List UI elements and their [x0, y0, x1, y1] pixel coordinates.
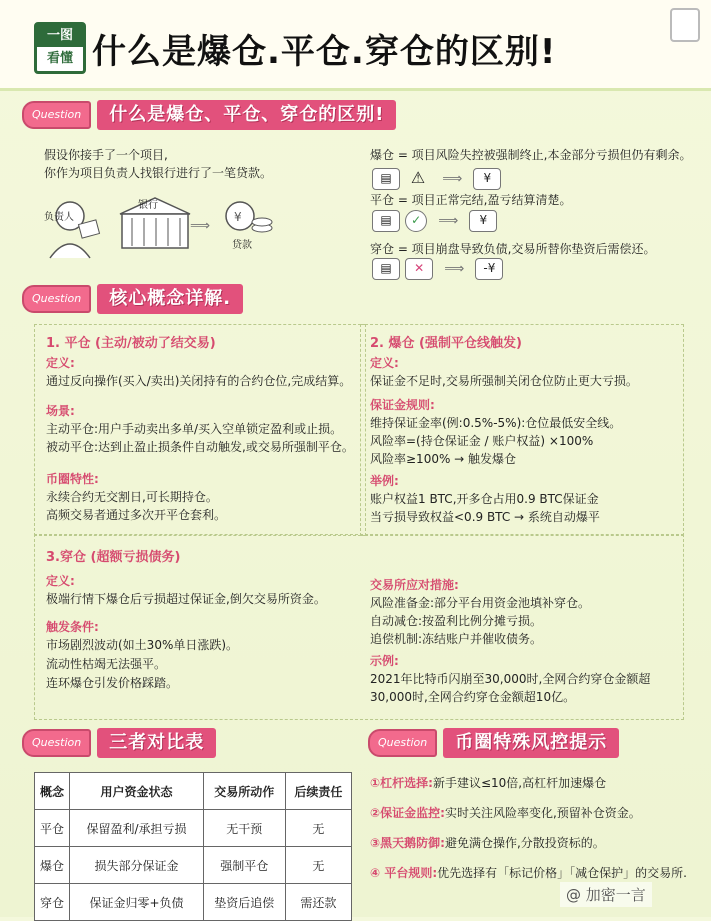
box1-def-label: 定义: — [46, 356, 75, 370]
section-title: 币圈特殊风控提示 — [443, 728, 619, 758]
table-cell: 需还款 — [285, 884, 351, 921]
table-cell: 强制平仓 — [203, 847, 285, 884]
tip-text: 避免满仓操作,分散投资标的。 — [444, 836, 605, 850]
section-title: 核心概念详解. — [97, 284, 243, 314]
baocang-flow — [372, 168, 501, 190]
box3-title: 3.穿仓 (超额亏损债务) — [46, 550, 181, 565]
table-header-row — [35, 773, 352, 810]
money-bag-icon: -¥ — [475, 258, 503, 280]
loan-illustration — [40, 192, 280, 262]
tip-text: 新手建议≤10倍,高杠杆加速爆仓 — [432, 776, 607, 790]
box3-response-1: 风险准备金:部分平台用资金池填补穿仓。 — [370, 596, 591, 610]
warning-icon: ⚠ — [410, 168, 426, 187]
bank-label: 银行 — [138, 200, 158, 211]
box1-scene-2: 被动平仓:达到止盈止损条件自动触发,或交易所强制平仓。 — [46, 440, 354, 454]
box1-feature-2: 高频交易者通过多次开平仓套利。 — [46, 508, 227, 522]
box3-response-3: 追偿机制:冻结账户并催收债务。 — [370, 632, 543, 646]
box1-title: 1. 平仓 (主动/被动了结交易) — [46, 336, 216, 351]
badge-bottom: 看懂 — [46, 51, 73, 66]
box3-case-2: 30,000时,全网合约穿仓金额超10亿。 — [370, 690, 576, 704]
table-header: 后续责任 — [285, 773, 351, 810]
arrow-icon: ⟹ — [444, 261, 465, 277]
def-baocang: 爆仓 = 项目风险失控被强制终止,本金部分亏损但仍有剩余。 — [370, 148, 692, 162]
logo-badge — [34, 22, 86, 74]
contract-icon: ▤ — [372, 258, 400, 280]
contract-icon: ▤ — [372, 168, 400, 190]
box3-trigger-1: 市场剧烈波动(如土30%单日涨跌)。 — [46, 638, 239, 652]
question-tag: Question — [22, 285, 91, 313]
check-icon: ✓ — [405, 210, 427, 232]
table-cell: 垫资后追偿 — [203, 884, 285, 921]
def-pingcang: 平仓 = 项目正常完结,盈亏结算清楚。 — [370, 193, 572, 207]
box2-rule-3: 风险率≥100% → 触发爆仓 — [370, 452, 517, 466]
tip-label: ①杠杆选择: — [370, 776, 433, 790]
section-title: 三者对比表 — [97, 728, 216, 758]
section-1-heading — [22, 100, 396, 130]
pingcang-flow — [372, 210, 497, 232]
box2-def-label: 定义: — [370, 356, 399, 370]
table-cell: 保证金归零+负债 — [70, 884, 204, 921]
box2-rule-1: 维持保证金率(例:0.5%-5%):仓位最低安全线。 — [370, 416, 622, 430]
box1-feature-1: 永续合约无交割日,可长期持仓。 — [46, 490, 218, 504]
box1-feature-label: 币圈特性: — [46, 472, 99, 486]
table-row — [35, 810, 352, 847]
box3-case-label: 示例: — [370, 654, 399, 668]
box3-trigger-label: 触发条件: — [46, 620, 99, 634]
tip-item — [370, 774, 606, 793]
comparison-table — [34, 772, 352, 921]
box3-case-1: 2021年比特币闪崩至30,000时,全网合约穿仓金额超 — [370, 672, 651, 686]
watermark: @ 加密一言 — [560, 882, 652, 907]
tip-text: 实时关注风险率变化,预留补仓资金。 — [444, 806, 641, 820]
arrow-icon: ⟹ — [438, 213, 459, 229]
section-4-heading — [368, 728, 619, 758]
table-row — [35, 884, 352, 921]
question-tag: Question — [22, 101, 91, 129]
svg-text:¥: ¥ — [234, 210, 242, 224]
box1-scene-1: 主动平仓:用户手动卖出多单/买入空单锁定盈利或止损。 — [46, 422, 343, 436]
section-3-heading — [22, 728, 216, 758]
box3-response-2: 自动减仓:按盈利比例分摊亏损。 — [370, 614, 543, 628]
def-chuancang: 穿仓 = 项目崩盘导致负债,交易所替你垫资后需偿还。 — [370, 242, 656, 256]
contract-icon: ▤ — [372, 210, 400, 232]
chuancang-flow — [372, 258, 503, 280]
question-tag: Question — [22, 729, 91, 757]
box3-trigger-3: 连环爆仓引发价格踩踏。 — [46, 676, 179, 690]
table-header: 交易所动作 — [203, 773, 285, 810]
money-bag-icon: ¥ — [469, 210, 497, 232]
tip-text: 优先选择有「标记价格」「减仓保护」的交易所. — [437, 866, 687, 880]
corner-decoration-icon — [670, 8, 700, 42]
question-tag: Question — [368, 729, 437, 757]
table-header: 用户资金状态 — [70, 773, 204, 810]
table-cell: 无 — [285, 810, 351, 847]
table-cell: 保留盈利/承担亏损 — [70, 810, 204, 847]
cross-icon: ✕ — [405, 258, 433, 280]
money-bag-icon: ¥ — [473, 168, 501, 190]
box2-title: 2. 爆仓 (强制平仓线触发) — [370, 336, 522, 351]
section-2-heading — [22, 284, 243, 314]
person-label: 负责人 — [44, 212, 74, 223]
box3-def: 极端行情下爆仓后亏损超过保证金,倒欠交易所资金。 — [46, 592, 326, 606]
intro-line-1: 假设你接手了一个项目, — [44, 148, 168, 162]
box2-example-2: 当亏损导致权益<0.9 BTC → 系统自动爆平 — [370, 510, 600, 524]
tip-label: ②保证金监控: — [370, 806, 445, 820]
box1-scene-label: 场景: — [46, 404, 75, 418]
box2-example-label: 举例: — [370, 474, 399, 488]
box2-def: 保证金不足时,交易所强制关闭仓位防止更大亏损。 — [370, 374, 638, 388]
section-title: 什么是爆仓、平仓、穿仓的区别! — [97, 100, 396, 130]
box3-response-label: 交易所应对措施: — [370, 578, 459, 592]
box3-trigger-2: 流动性枯竭无法强平。 — [46, 657, 167, 671]
arrow-icon: ⟹ — [442, 171, 463, 187]
tip-item — [370, 804, 641, 823]
box1-def: 通过反向操作(买入/卖出)关闭持有的合约仓位,完成结算。 — [46, 374, 352, 388]
tip-item — [370, 834, 605, 853]
tip-item — [370, 864, 687, 883]
intro-line-2: 你作为项目负责人找银行进行了一笔贷款。 — [44, 166, 273, 180]
table-cell: 损失部分保证金 — [70, 847, 204, 884]
table-cell: 平仓 — [35, 810, 70, 847]
box3-def-label: 定义: — [46, 574, 75, 588]
table-header: 概念 — [35, 773, 70, 810]
box2-rule-2: 风险率=(持仓保证金 / 账户权益) ×100% — [370, 434, 594, 448]
svg-text:⟹: ⟹ — [190, 218, 211, 234]
box2-example-1: 账户权益1 BTC,开多仓占用0.9 BTC保证金 — [370, 492, 599, 506]
box2-rule-label: 保证金规则: — [370, 398, 435, 412]
page-title: 什么是爆仓.平仓.穿仓的区别! — [92, 32, 557, 72]
tip-label: ③黑天鹅防御: — [370, 836, 445, 850]
loan-label: 贷款 — [232, 240, 252, 251]
table-cell: 无 — [285, 847, 351, 884]
table-row — [35, 847, 352, 884]
table-cell: 穿仓 — [35, 884, 70, 921]
badge-top: 一图 — [37, 25, 83, 47]
tip-label: ④ 平台规则: — [370, 866, 438, 880]
table-cell: 爆仓 — [35, 847, 70, 884]
table-cell: 无干预 — [203, 810, 285, 847]
